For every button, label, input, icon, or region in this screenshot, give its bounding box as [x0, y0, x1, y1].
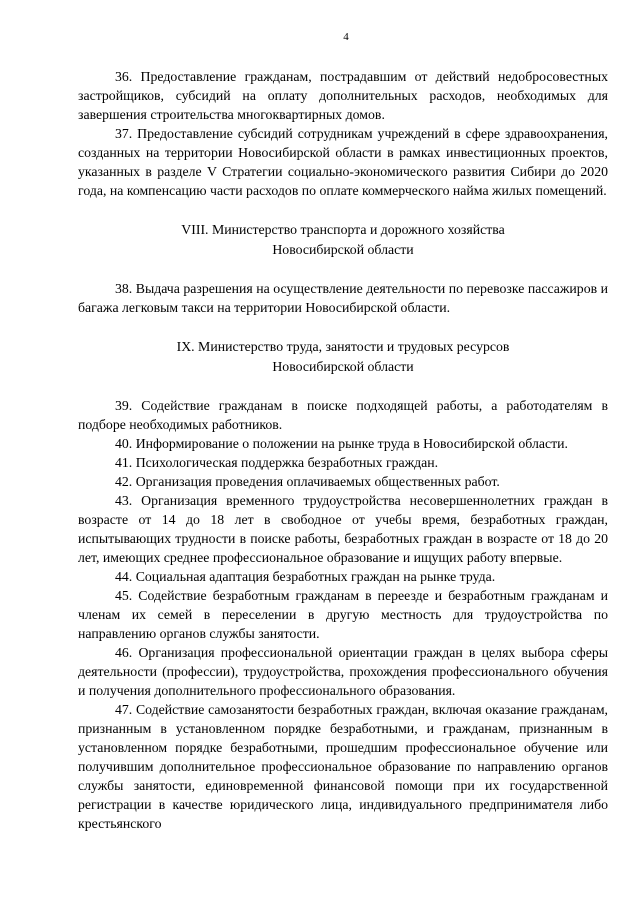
section-heading-line: Новосибирской области	[272, 242, 414, 257]
document-page	[78, 30, 608, 833]
section-heading-line: IX. Министерство труда, занятости и трудовых ресурсов	[176, 339, 510, 354]
paragraph-43: 43. Организация временного трудоустройства несовершеннолетних граждан в возрасте от 14 до 18 лет в свободное от учебы время, безработных граждан, испытывающих трудности в поиске работы, безработных граждан в возрасте от 18 до 20 лет, имеющих среднее профессиональное образование и ищущих работу впервые.	[78, 493, 608, 565]
paragraph-47: 47. Содействие самозанятости безработных граждан, включая оказание гражданам, признанным в установленном порядке безработными, и гражданам, признанным в установленном порядке безработными, прошедшим профессиональное обучение или получившим дополнительное профессиональное образование по направлению органов службы занятости, единовременной финансовой помощи при их государственной регистрации в качестве юридического лица, индивидуального предпринимателя либо крестьянского	[78, 702, 608, 831]
paragraph-37: 37. Предоставление субсидий сотрудникам учреждений в сфере здравоохранения, созданных на территории Новосибирской области в рамках инвестиционных проектов, указанных в разделе V Стратегии социально-экономического развития Сибири до 2020 года, на компенсацию части расходов по оплате коммерческого найма жилых помещений.	[78, 126, 608, 198]
section-heading-line: VIII. Министерство транспорта и дорожного хозяйства	[181, 222, 505, 237]
page-number: 4	[343, 31, 349, 43]
paragraph-44: 44. Социальная адаптация безработных граждан на рынке труда.	[115, 569, 496, 584]
section-heading-viii	[78, 220, 608, 260]
paragraph-36: 36. Предоставление гражданам, пострадавшим от действий недобросовестных застройщиков, субсидий на оплату дополнительных расходов, необходимых для завершения строительства многоквартирных домов.	[78, 69, 608, 122]
paragraph-42: 42. Организация проведения оплачиваемых общественных работ.	[115, 474, 500, 489]
paragraph-38: 38. Выдача разрешения на осуществление деятельности по перевозке пассажиров и багажа легковым такси на территории Новосибирской области.	[78, 281, 608, 315]
paragraph-39: 39. Содействие гражданам в поиске подходящей работы, а работодателям в подборе необходимых работников.	[78, 398, 608, 432]
paragraph-41: 41. Психологическая поддержка безработных граждан.	[115, 455, 439, 470]
paragraph-45: 45. Содействие безработным гражданам в переезде и безработным гражданам и членам их семей в переселении в другую местность для трудоустройства по направлению органов службы занятости.	[78, 588, 608, 641]
paragraph-46: 46. Организация профессиональной ориентации граждан в целях выбора сферы деятельности (профессии), трудоустройства, прохождения профессионального обучения и получения дополнительного профессионального образования.	[78, 645, 608, 698]
section-heading-ix	[78, 337, 608, 377]
section-heading-line: Новосибирской области	[272, 359, 414, 374]
paragraph-40: 40. Информирование о положении на рынке труда в Новосибирской области.	[115, 436, 568, 451]
